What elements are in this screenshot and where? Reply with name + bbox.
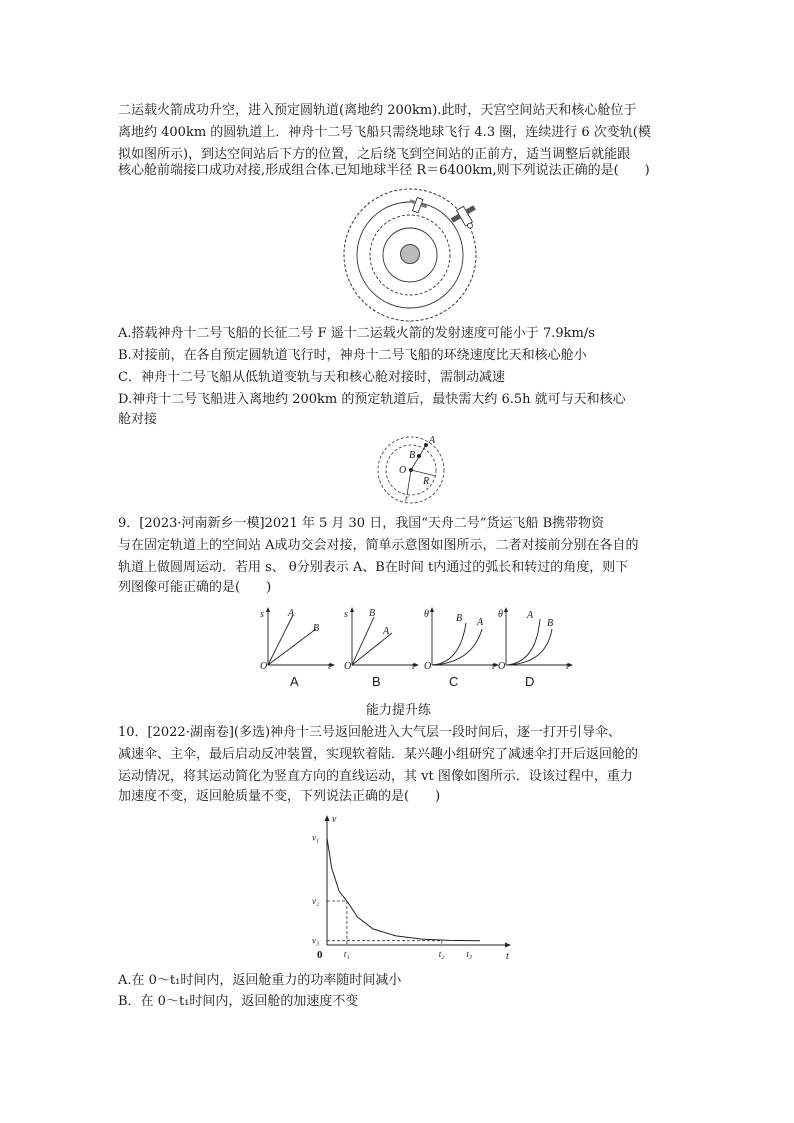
q9-graph-b-caption: B: [372, 674, 381, 689]
q9-graph-d-ylabel: θ: [498, 609, 503, 620]
q9-graph-a-xlabel: t: [328, 661, 331, 672]
q9-graph-a: [258, 607, 338, 672]
q9-graph-d: [496, 607, 576, 672]
q9-graph-b-curve2: A: [383, 626, 390, 637]
spacecraft-icon: [407, 195, 429, 214]
q8-option-b: B.对接前，在各自预定圆轨道飞行时，神舟十二号飞船的环绕速度比天和核心舱小: [118, 348, 587, 363]
vt-tick-t1: t₁: [343, 949, 350, 959]
q8-option-d: D.神舟十二号飞船进入离地约 200km 的预定轨道后，最快需大约 6.5h 就可与天和核心: [118, 392, 626, 407]
q8-line-4: 核心舱前端接口成功对接,形成组合体.已知地球半径 R＝6400km,则下列说法正确的是( ): [118, 163, 650, 178]
orbit2-label-r-big: R: [423, 476, 430, 487]
q9-graph-b-ylabel: s: [344, 609, 348, 620]
q9-graph-d-xlabel: t: [566, 661, 569, 672]
q10-option-a: A.在 0～t₁时间内，返回舱重力的功率随时间减小: [118, 973, 402, 988]
q9-graph-a-ylabel: s: [260, 609, 264, 620]
q9-graph-c-ylabel: θ: [424, 609, 429, 620]
q9-graph-c-curve1: B: [456, 613, 463, 624]
space-station-icon: [449, 202, 483, 234]
q10-line-2: 减速伞、主伞，最后启动反冲装置，实现软着陆．某兴趣小组研究了减速伞打开后返回舱的: [118, 747, 639, 762]
q10-line-4: 加速度不变，返回舱质量不变，下列说法正确的是( ): [118, 789, 441, 804]
q9-graph-a-curve1: A: [288, 608, 295, 619]
q9-graph-b-origin: O: [344, 661, 352, 672]
q8-option-a: A.搭载神舟十二号飞船的长征二号 F 遥十二运载火箭的发射速度可能小于 7.9km/s: [118, 326, 595, 341]
orbit-figure-1: [330, 190, 490, 320]
vt-tick-t3: t₃: [466, 949, 472, 959]
q9-graph-b-xlabel: t: [412, 661, 415, 672]
q9-graph-a-origin: O: [260, 661, 268, 672]
q9-graph-c-xlabel: t: [492, 661, 495, 672]
q9-graph-d-curve1: A: [527, 610, 534, 621]
vt-x-arrow: [505, 943, 511, 948]
q9-line-2: 与在固定轨道上的空间站 A成功交会对接，简单示意图如图所示，二者对接前分别在各自的: [118, 538, 639, 553]
q9-graph-d-caption: D: [525, 674, 535, 689]
q9-line-4: 列图像可能正确的是( ): [118, 580, 272, 595]
orbit2-label-r-small: r: [405, 493, 409, 503]
q9-graph-c-caption: C: [449, 674, 459, 689]
q10-option-b: B．在 0～t₁时间内，返回舱的加速度不变: [118, 994, 359, 1009]
q8-line-3: 拟如图所示)，到达空间站后下方的位置，之后绕飞到空间站的正前方，适当调整后就能跟: [118, 147, 631, 162]
vt-chart: [303, 812, 518, 964]
q8-option-d-cont: 舱对接: [118, 412, 158, 427]
section-title: 能力提升练: [366, 703, 432, 718]
orbit2-label-o: O: [399, 465, 407, 476]
q10-line-1: 10．[2022·湖南卷](多选)神舟十三号返回舱进入大气层一段时间后，逐一打开引导伞、: [118, 725, 622, 740]
vt-tick-t2: t₂: [438, 949, 445, 959]
q9-graph-a-caption: A: [290, 674, 299, 689]
vt-origin: 0: [317, 949, 323, 961]
q9-graph-c: [422, 607, 502, 672]
q8-line-1: 二运载火箭成功升空，进入预定圆轨道(离地约 200km).此时，天宫空间站天和核心舱位于: [118, 103, 637, 118]
vt-curve: [327, 838, 480, 941]
q8-line-2: 离地约 400km 的圆轨道上．神舟十二号飞船只需绕地球飞行 4.3 圈，连续进行 6 次变轨(模: [118, 125, 651, 140]
q9-line-3: 轨道上做圆周运动．若用 s、 θ分别表示 A、B在时间 t内通过的弧长和转过的角度，则下: [118, 560, 629, 575]
q9-line-1: 9．[2023·河南新乡一模]2021 年 5 月 30 日，我国“天舟二号”货运飞船 B携带物资: [118, 516, 605, 531]
vt-ylabel: v: [332, 814, 337, 825]
vt-tick-v3: v₃: [312, 935, 320, 946]
orbit-figure-2: [374, 434, 454, 504]
q9-graph-c-origin: O: [424, 661, 432, 672]
q8-option-c: C．神舟十二号飞船从低轨道变轨与天和核心舱对接时，需制动减速: [118, 370, 505, 385]
vt-y-arrow: [325, 815, 330, 821]
vt-tick-v1: v₁: [312, 832, 320, 843]
q10-line-3: 运动情况，将其运动简化为竖直方向的直线运动，其 vt 图像如图所示．设该过程中，重力: [118, 769, 633, 784]
orbit2-label-b: B: [409, 450, 416, 461]
q9-graph-a-curve2: B: [313, 623, 320, 634]
q9-graph-d-curve2: B: [547, 618, 554, 629]
vt-tick-v2: v₂: [312, 896, 320, 907]
q9-graph-b-curve1: B: [369, 608, 376, 619]
q9-graph-b: [342, 607, 422, 672]
vt-xlabel: t: [506, 951, 509, 962]
q9-graph-d-origin: O: [498, 661, 506, 672]
q9-graph-c-curve2: A: [477, 617, 484, 628]
orbit2-label-a: A: [429, 435, 436, 446]
